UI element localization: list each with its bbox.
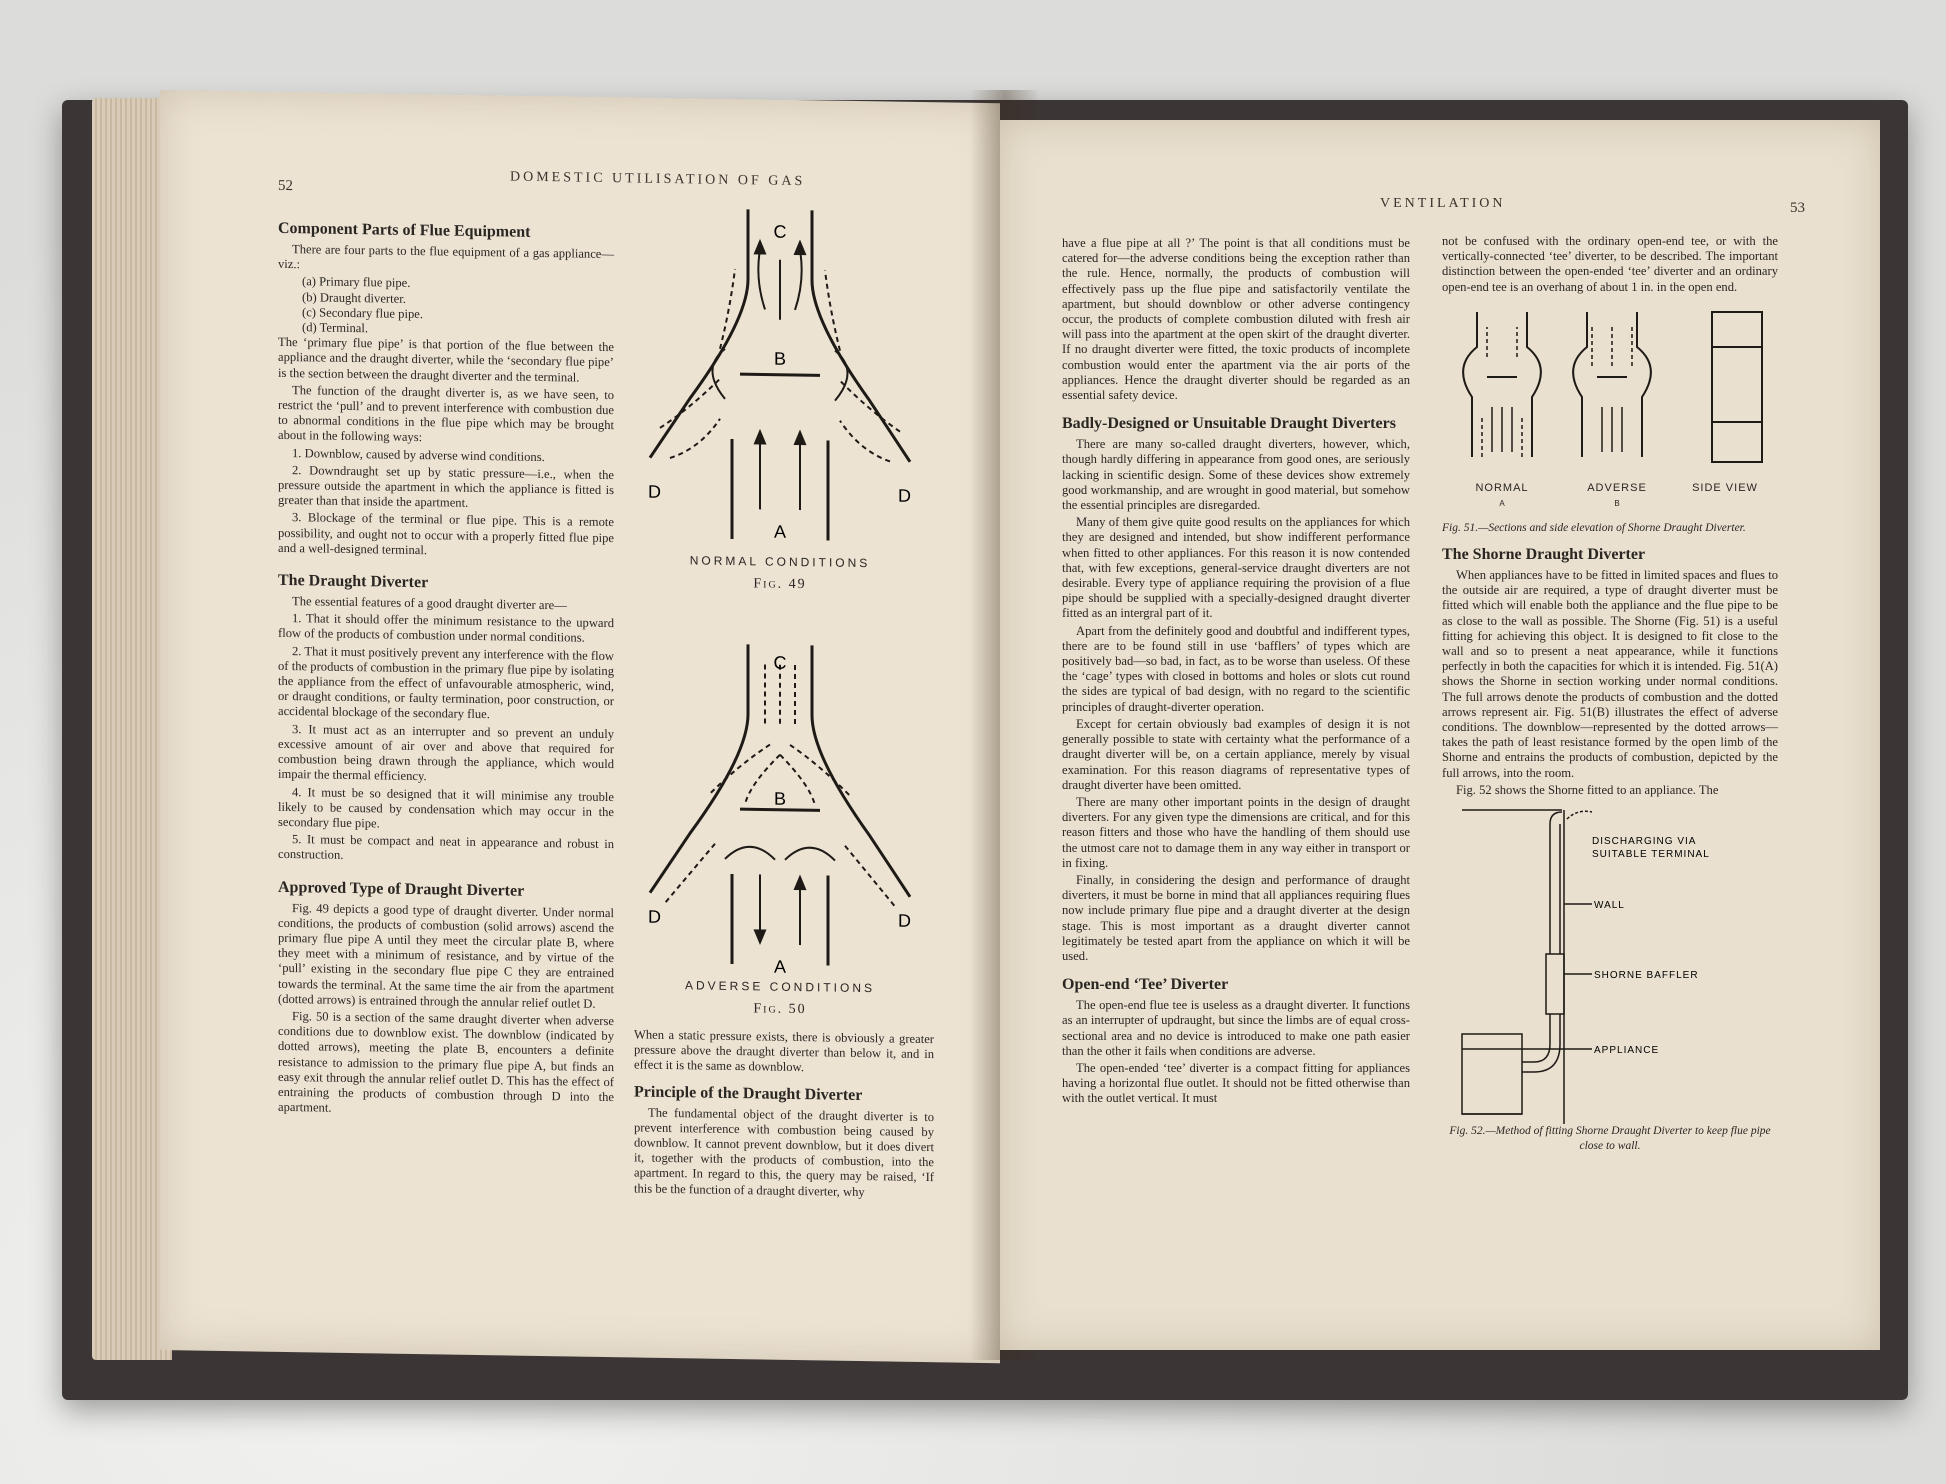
- paragraph: The ‘primary flue pipe’ is that portion of the flue between the appliance and the draught diverter, while the ‘secondary flue pipe’ is the section between the draught diverter and the terminal.: [278, 335, 614, 385]
- list-item: 3. Blockage of the terminal or flue pipe. This is a remote possibility, and ought not to occur with a properly fitted flue pipe and a well-designed terminal.: [278, 510, 614, 558]
- figure-52-label: APPLIANCE: [1594, 1045, 1660, 1057]
- list-item: (c) Secondary flue pipe.: [302, 305, 423, 321]
- figure-51-caption: Fig. 51.—Sections and side elevation of Shorne Draught Diverter.: [1442, 521, 1746, 534]
- label-b: B: [773, 788, 787, 809]
- list-item: 3. It must act as an interrupter and so prevent an unduly excessive amount of air over and above that required for combustion being drawn through the appliance, which would impair the thermal efficiency.: [278, 721, 614, 784]
- running-head: DOMESTIC UTILISATION OF GAS: [510, 169, 806, 190]
- figure-51-label: NORMAL: [1475, 482, 1529, 495]
- list-item: 5. It must be compact and neat in appearance and robust in construction.: [278, 832, 614, 863]
- figure-51-labels: [1442, 481, 1778, 496]
- figure-51-label: ADVERSE: [1587, 482, 1647, 495]
- figure-52-label: SUITABLE TERMINAL: [1592, 849, 1710, 861]
- label-a: A: [773, 956, 787, 977]
- heading: Open-end ‘Tee’ Diverter: [1062, 976, 1229, 994]
- figure-49-label: NORMAL CONDITIONS: [689, 553, 871, 571]
- heading: The Draught Diverter: [278, 571, 429, 592]
- label-d: D: [648, 481, 661, 502]
- page-number: 53: [1790, 200, 1805, 216]
- figure-52-label: WALL: [1594, 900, 1625, 912]
- paragraph: When appliances have to be fitted in limited spaces and flues to the outside air are required, a type of draught diverter must be fitted which will enable both the appliance and the flue pipe to be as close to the wall as possible. The Shorne (Fig. 51) is a useful fitting for achieving this object. It is designed to fit close to the wall and so to present a neat appearance, while it functions perfectly in both the capacities for which it is intended. Fig. 51(A) shows the Shorne in section working under normal conditions. The full arrows denote the products of combustion and the dotted arrows represent air. Fig. 51(B) illustrates the effect of adverse conditions. The downblow—represented by the dotted arrows—takes the path of least resistance formed by the open limb of the Shorne and entrains the products of combustion, depicted by the full arrows, into the room.: [1442, 568, 1778, 780]
- list-item: (d) Terminal.: [302, 320, 369, 336]
- figure-51-diagram: [1442, 307, 1778, 477]
- paragraph: There are four parts to the flue equipment of a gas appliance—viz.:: [278, 242, 614, 272]
- page-number: 52: [278, 177, 293, 195]
- paragraph: Finally, in considering the design and performance of draught diverters, it must be borne in mind that all appliances requiring flues now include primary flue pipe and a draught diverter at the design stage. This is most important as a draught diverter cannot legitimately be tested apart from the appliance on which it will be used.: [1062, 872, 1410, 963]
- figure-49-caption: Fig. 49: [753, 576, 807, 593]
- right-page: [1000, 120, 1880, 1350]
- figure-51-sublabel: A: [1499, 499, 1505, 509]
- label-b: B: [773, 348, 787, 369]
- figure-52-label: SHORNE BAFFLER: [1594, 970, 1699, 982]
- paragraph: Except for certain obviously bad examples of design it is not generally possible to state with certainty what the performance of a draught diverter will be, on a certain appliance, merely by visual examination. For this reason diagrams of representative types of draught diverter have been omitted.: [1062, 716, 1410, 792]
- paragraph: The fundamental object of the draught diverter is to prevent interference with combustion being caused by downblow. It cannot prevent downblow, but it does divert it, together with the products of combustion, into the apartment. In regard to this, the query may be raised, ‘If this be the function of a draught diverter, why: [634, 1105, 934, 1199]
- label-d: D: [898, 910, 911, 931]
- figure-49: [630, 207, 930, 602]
- left-column-1: [278, 210, 614, 1123]
- paragraph: Fig. 49 depicts a good type of draught diverter. Under normal conditions, the products of combustion (solid arrows) ascend the primary flue pipe A until they meet the circular plate B, where they meet with a minimum of resistance, and by virtue of the ‘pull’ existing in the secondary flue pipe C they are entrained towards the terminal. At the same time the air from the apartment (dotted arrows) is entrained through the annular relief outlet D.: [278, 900, 614, 1011]
- label-a: A: [773, 521, 787, 542]
- paragraph: not be confused with the ordinary open-end tee, or with the vertically-connected ‘tee’ diverter, to be described. The important distinction between the open-ended ‘tee’ diverter and an ordinary open-end tee is an overhang of about 1 in. in the open end.: [1442, 234, 1778, 294]
- list-item: 2. Downdraught set up by static pressure—i.e., when the pressure outside the apartment in which the appliance is fitted is greater than that inside the apartment.: [278, 462, 614, 511]
- figure-51-label: SIDE VIEW: [1692, 482, 1758, 495]
- label-c: C: [773, 221, 787, 242]
- heading: Approved Type of Draught Diverter: [278, 878, 525, 900]
- paragraph: When a static pressure exists, there is obviously a greater pressure above the draught diverter than below it, and in effect it is the same as downblow.: [634, 1027, 934, 1075]
- paragraph: There are many so-called draught diverters, however, which, though hardly differing in appearance from good ones, are seriously lacking in scientific design. Some of these devices show extremely good workmanship, and are wrought in good material, but somehow the essential principles are disregarded.: [1062, 437, 1410, 513]
- figure-51: [1442, 307, 1778, 517]
- paragraph: Fig. 52 shows the Shorne fitted to an appliance. The: [1456, 782, 1719, 797]
- figure-51-sublabels: [1442, 496, 1778, 511]
- right-column-1: [1062, 236, 1410, 1109]
- paragraph: There are many other important points in the design of draught diverters. For any given type the dimensions are critical, and for this reason fitters and those who have the handling of them should use the utmost care not to damage them in any way either in transport or in fixing.: [1062, 794, 1410, 870]
- list-item: 2. That it must positively prevent any interference with the flow of the products of combustion in the primary flue pipe by isolating the appliance from the effect of unfavourable atmospheric, wind, or draught conditions, or faulty termination, poor construction, or accidental blockage of the secondary flue.: [278, 643, 614, 722]
- label-d: D: [648, 906, 661, 927]
- list-item: (a) Primary flue pipe.: [302, 274, 411, 291]
- paragraph: The function of the draught diverter is, as we have seen, to restrict the ‘pull’ and to prevent interference with combustion due to abnormal conditions in the flue pipe which may be brought about in the following ways:: [278, 382, 614, 445]
- left-column-2: [634, 1027, 934, 1203]
- figure-52-caption: Fig. 52.—Method of fitting Shorne Draught Diverter to keep flue pipe close to wall.: [1449, 1125, 1771, 1153]
- figure-50-label: ADVERSE CONDITIONS: [684, 978, 876, 996]
- label-c: C: [773, 652, 787, 673]
- paragraph: Apart from the definitely good and doubtful and indifferent types, there are to be found still in use ‘bafflers’ of types which are positively bad—so bad, in fact, as to be worse than useless. Of these the ‘cage’ types with closed in bottoms and holes or slots cut round the sides are typical of bad design, with no regard to the scientific principles of draught-diverter operation.: [1062, 623, 1410, 714]
- figure-49-diagram: [630, 207, 930, 552]
- list-item: (b) Draught diverter.: [302, 289, 406, 306]
- heading: The Shorne Draught Diverter: [1442, 546, 1646, 564]
- heading: Badly-Designed or Unsuitable Draught Diverters: [1062, 415, 1396, 433]
- list-item: 1. That it should offer the minimum resistance to the upward flow of the products of combustion under normal conditions.: [278, 611, 614, 646]
- right-column-2: [1442, 234, 1778, 1156]
- paragraph: The open-end flue tee is useless as a draught diverter. It functions as an interrupter of updraught, but since the limbs are of equal cross-sectional area and no device is introduced to make one path easier than the other it fails when conditions are adverse.: [1062, 998, 1410, 1058]
- figure-50-diagram: [630, 642, 930, 977]
- figure-51-sublabel: B: [1614, 499, 1620, 509]
- figure-52: [1442, 804, 1778, 1124]
- list-item: 4. It must be so designed that it will minimise any trouble likely to be caused by condensation which may occur in the secondary flue pipe.: [278, 784, 614, 831]
- heading: Principle of the Draught Diverter: [634, 1083, 863, 1104]
- paragraph: Many of them give quite good results on the appliances for which they are designed and intended, but show indifferent performance when fitted to other appliances. For this reason it is now contended that, with few exceptions, general-service draught diverters are not desirable. Every type of appliance requiring the provision of a flue pipe should be supplied with a specially-designed draught diverter fitted as an intergral part of it.: [1062, 515, 1410, 621]
- paragraph: Fig. 50 is a section of the same draught diverter when adverse conditions due to downblow exist. The downblow (indicated by dotted arrows), meeting the plate B, encounters a definite resistance to admission to the primary flue pipe A, but finds an easy exit through the annular relief outlet D. This has the effect of entraining the products of combustion through D into the apartment.: [278, 1009, 614, 1115]
- label-d: D: [898, 485, 911, 506]
- paragraph: have a flue pipe at all ?’ The point is that all conditions must be catered for—the adverse conditions being the exception rather than the rule. Hence, normally, the products of combustion will effectively pass up the flue pipe and satisfactorily ventilate the apartment, but should downblow or other adverse contingency occur, the products of complete combustion diluted with fresh air will pass into the apartment at the open skirt of the draught diverter. If no draught diverter were fitted, the toxic products of incomplete combustion would enter the apartment via the air ports of the appliances. Hence the draught diverter should be regarded as an essential safety device.: [1062, 236, 1410, 403]
- heading: Component Parts of Flue Equipment: [278, 219, 531, 241]
- paragraph: The open-ended ‘tee’ diverter is a compact fitting for appliances having a horizontal flue outlet. It should not be fitted otherwise than with the outlet vertical. It must: [1062, 1060, 1410, 1106]
- figure-50-caption: Fig. 50: [753, 1001, 807, 1018]
- figure-50: [630, 642, 930, 1027]
- left-page: [160, 90, 1000, 1363]
- figure-52-diagram: [1442, 804, 1778, 1124]
- list-item: 1. Downblow, caused by adverse wind conditions.: [292, 445, 545, 464]
- running-head: VENTILATION: [1380, 196, 1506, 211]
- paragraph: The essential features of a good draught diverter are—: [292, 594, 567, 613]
- figure-52-label: DISCHARGING VIA: [1592, 836, 1697, 848]
